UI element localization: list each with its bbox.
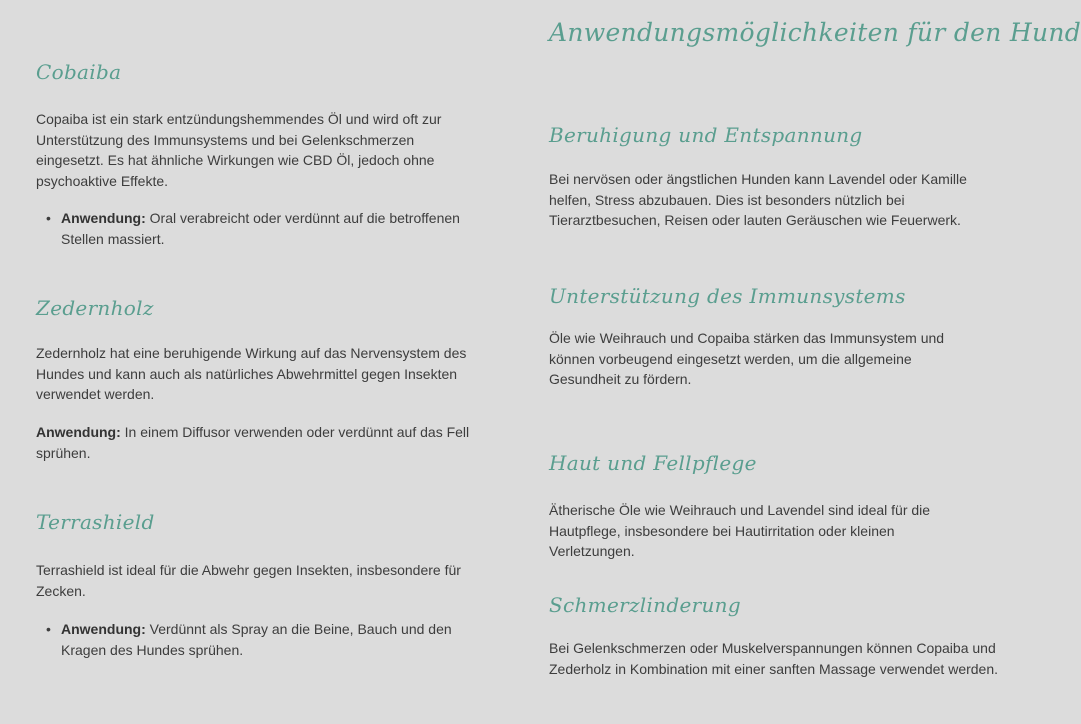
hautpflege-heading: Haut und Fellpflege [549, 451, 757, 475]
hautpflege-description: Ätherische Öle wie Weihrauch und Lavendel sind ideal für die Hautpflege, insbesondere bei Hautirritation oder kleinen Verletzungen. [549, 502, 931, 559]
schmerz-heading: Schmerzlinderung [549, 593, 741, 617]
terrashield-heading: Terrashield [36, 510, 155, 534]
bullet-icon: • [46, 621, 51, 637]
copaiba-heading: Cobaiba [36, 60, 122, 84]
copaiba-usage-label: Anwendung: [61, 210, 146, 226]
terrashield-usage-label: Anwendung: [61, 621, 146, 637]
schmerz-description: Bei Gelenkschmerzen oder Muskelverspannungen können Copaiba und Zederholz in Kombination mit einer sanften Massage verwendet werden. [549, 640, 999, 677]
beruhigung-description: Bei nervösen oder ängstlichen Hunden kann Lavendel oder Kamille helfen, Stress abzubauen. Dies ist besonders nützlich bei Tierarztbesuchen, Reisen oder lauten Geräuschen wie Feuerwerk. [549, 171, 967, 228]
zedernholz-description: Zedernholz hat eine beruhigende Wirkung auf das Nervensystem des Hundes und kann auch als natürliches Abwehrmittel gegen Insekten verwendet werden. [36, 345, 467, 402]
zedernholz-usage [36, 422, 476, 463]
terrashield-usage [36, 619, 481, 660]
immunsystem-description: Öle wie Weihrauch und Copaiba stärken das Immunsystem und können vorbeugend eingesetzt werden, um die allgemeine Gesundheit zu fördern. [549, 330, 945, 387]
zedernholz-usage-text: In einem Diffusor verwenden oder verdünnt auf das Fell sprühen. [36, 424, 470, 461]
bullet-icon: • [46, 210, 51, 226]
copaiba-description: Copaiba ist ein stark entzündungshemmendes Öl und wird oft zur Unterstützung des Immunsystems und bei Gelenkschmerzen eingesetzt. Es hat ähnliche Wirkungen wie CBD Öl, jedoch ohne psychoaktive Effekte. [36, 111, 442, 189]
terrashield-usage-text: Verdünnt als Spray an die Beine, Bauch und den Kragen des Hundes sprühen. [61, 621, 452, 658]
zedernholz-usage-label: Anwendung: [36, 424, 121, 440]
zedernholz-heading: Zedernholz [36, 296, 154, 320]
page-title: Anwendungsmöglichkeiten für den Hund [549, 18, 1081, 47]
terrashield-description: Terrashield ist ideal für die Abwehr gegen Insekten, insbesondere für Zecken. [36, 562, 461, 599]
beruhigung-heading: Beruhigung und Entspannung [549, 123, 863, 147]
immunsystem-heading: Unterstützung des Immunsystems [549, 284, 906, 308]
copaiba-usage-text: Oral verabreicht oder verdünnt auf die betroffenen Stellen massiert. [61, 210, 460, 247]
copaiba-usage [36, 208, 481, 249]
